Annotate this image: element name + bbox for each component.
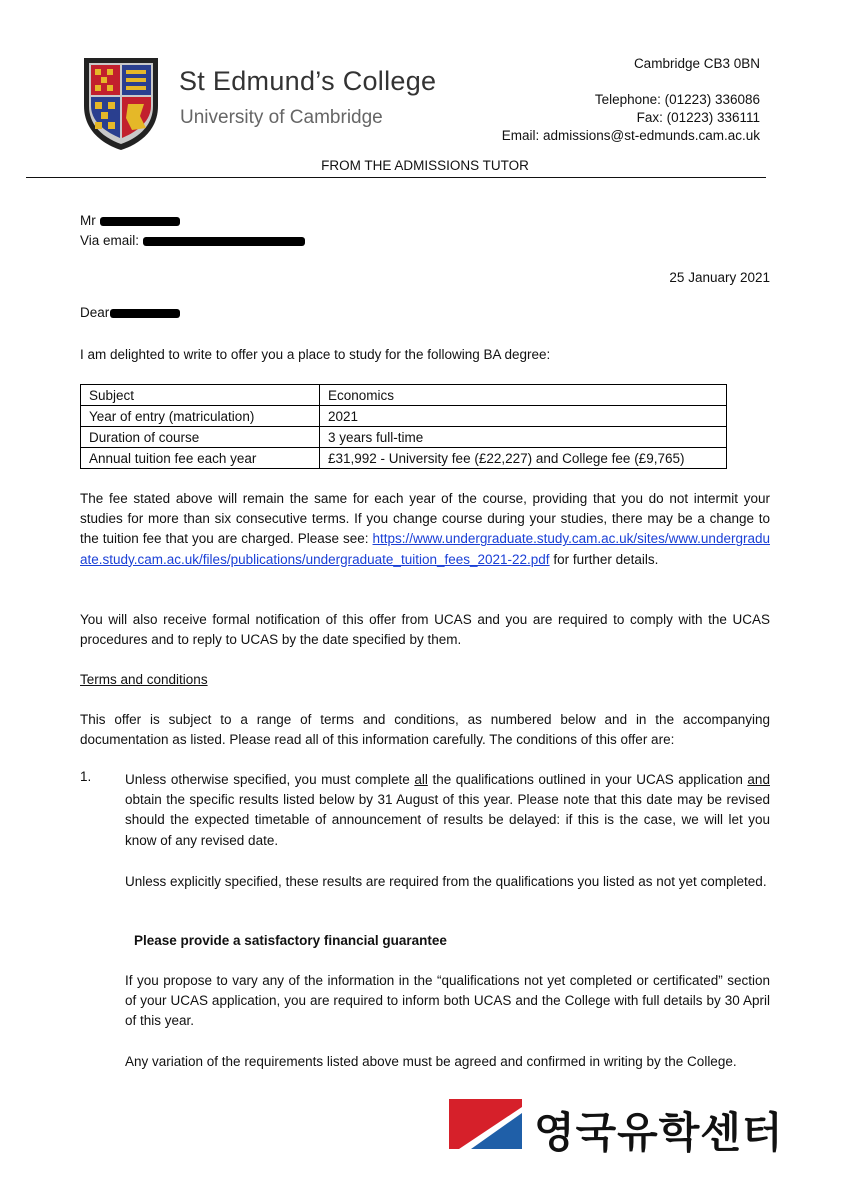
results-paragraph: Unless explicitly specified, these results are required from the qualifications you listed as not yet completed. [125, 874, 767, 889]
fax: Fax: (01223) 336111 [636, 110, 760, 125]
terms-heading: Terms and conditions [80, 672, 208, 687]
union-flag-icon [449, 1099, 522, 1149]
table-row [81, 385, 727, 406]
tuition-fees-link[interactable]: https://www.undergraduate.study.cam.ac.uk/sites/www.undergraduate.study.cam.ac.uk/files/publications/undergraduate_tuition_fees_2021-22.pdf [80, 531, 770, 567]
requirement-heading: Please provide a satisfactory financial guarantee [134, 933, 447, 948]
salutation [80, 305, 180, 320]
table-value: Economics [320, 385, 727, 406]
email-address: Email: admissions@st-edmunds.cam.ac.uk [501, 128, 760, 143]
salutation-text: Dear [80, 305, 110, 320]
watermark-logo-text: 영국유학센터 [534, 1108, 784, 1157]
condition-text: obtain the specific results listed below by 31 August of this year. Please note that this date may be revised should the expected timetable of announcement of results be delayed: if this is the case, we will let you know of any revised date. [125, 792, 770, 848]
ucas-paragraph: You will also receive formal notification of this offer from UCAS and you are required to comply with the UCAS procedures and to reply to UCAS by the date specified by them. [80, 612, 770, 648]
via-email-label: Via email: [80, 233, 140, 248]
condition-number: 1. [80, 769, 92, 784]
college-crest-logo [82, 56, 160, 152]
address-line: Cambridge CB3 0BN [633, 56, 760, 71]
table-key: Subject [81, 385, 320, 406]
table-key: Duration of course [81, 427, 320, 448]
condition-paragraph [125, 770, 770, 851]
college-subtitle: University of Cambridge [180, 107, 383, 128]
fee-paragraph [80, 489, 770, 570]
condition-text: the qualifications outlined in your UCAS application [432, 772, 743, 787]
table-key: Year of entry (matriculation) [81, 406, 320, 427]
fee-text-end: for further details. [553, 551, 659, 567]
redacted-email [143, 237, 305, 246]
agreement-paragraph: Any variation of the requirements listed above must be agreed and confirmed in writing by the College. [125, 1054, 737, 1069]
letter-date: 25 January 2021 [669, 270, 770, 285]
recipient-email [80, 233, 305, 248]
condition-text: Unless otherwise specified, you must complete [125, 772, 410, 787]
fee-text: The fee stated above will remain the same for each year of the course, providing that you do not intermit your studies for more than six consecutive terms. If you change course during your studies, there may be a change to the tuition fee that you are charged. Please see: [80, 491, 770, 547]
redacted-name [100, 217, 180, 226]
table-row [81, 448, 727, 469]
recipient-name [80, 213, 180, 228]
table-key: Annual tuition fee each year [81, 448, 320, 469]
recipient-title: Mr [80, 213, 96, 228]
college-name: St Edmund’s College [179, 66, 437, 96]
from-line: FROM THE ADMISSIONS TUTOR [321, 158, 529, 173]
intro-paragraph: I am delighted to write to offer you a place to study for the following BA degree: [80, 347, 551, 362]
emphasis-and: and [747, 772, 770, 787]
table-value: 2021 [320, 406, 727, 427]
table-value: £31,992 - University fee (£22,227) and College fee (£9,765) [320, 448, 727, 469]
telephone: Telephone: (01223) 336086 [594, 92, 760, 107]
terms-intro-paragraph: This offer is subject to a range of terms and conditions, as numbered below and in the accompanying documentation as listed. Please read all of this information carefully. The conditions of this offer are: [80, 712, 770, 748]
table-row [81, 406, 727, 427]
table-row [81, 427, 727, 448]
emphasis-all: all [414, 772, 428, 787]
redacted-salutation-name [110, 309, 180, 318]
table-value: 3 years full-time [320, 427, 727, 448]
offer-details-table [80, 384, 727, 469]
variation-paragraph: If you propose to vary any of the information in the “qualifications not yet completed or certificated” section of your UCAS application, you are required to inform both UCAS and the College with full details by 30 April of this year. [125, 973, 770, 1029]
header-divider [26, 177, 766, 178]
